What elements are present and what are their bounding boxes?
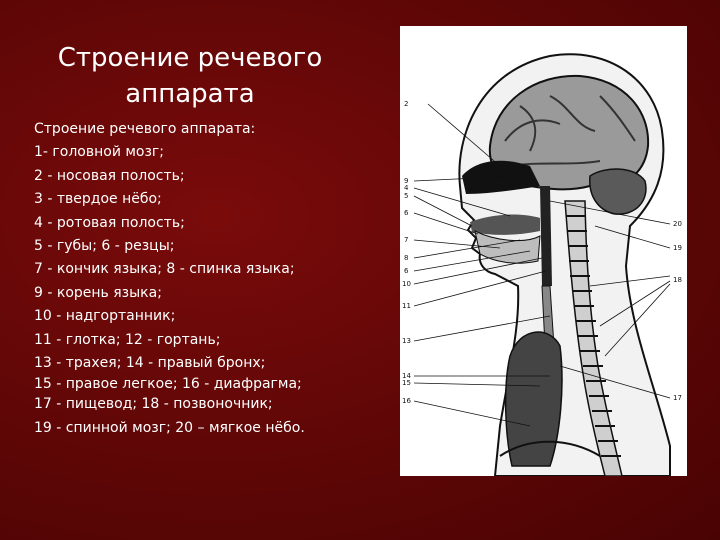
- slide-title: Строение речевого аппарата: [57, 43, 323, 109]
- label-20: 20: [673, 220, 682, 228]
- legend-line: 11 - глотка; 12 - гортань;: [34, 331, 221, 348]
- label-4: 4: [404, 184, 409, 192]
- legend-line: 2 - носовая полость;: [34, 167, 185, 184]
- anatomy-illustration: [400, 26, 687, 476]
- legend-line: 17 - пищевод; 18 - позвоночник;: [34, 396, 273, 413]
- label-7: 7: [404, 236, 409, 244]
- label-19: 19: [673, 244, 682, 252]
- label-18: 18: [673, 276, 682, 284]
- legend-line: Строение речевого аппарата:: [34, 121, 256, 137]
- label-16: 16: [402, 397, 411, 405]
- label-2: 2: [404, 100, 409, 108]
- label-6b: 6: [404, 267, 409, 275]
- legend-line: 4 - ротовая полость;: [34, 214, 185, 231]
- label-5: 5: [404, 192, 409, 200]
- label-8: 8: [404, 254, 409, 262]
- legend-line: 10 - надгортанник;: [34, 308, 176, 325]
- legend-line: 1- головной мозг;: [34, 144, 165, 161]
- anatomy-legend: [34, 118, 404, 440]
- legend-line: 3 - твердое нёбо;: [34, 191, 162, 208]
- label-10: 10: [402, 280, 411, 288]
- label-11: 11: [402, 302, 411, 310]
- label-6: 6: [404, 209, 409, 217]
- legend-line: 19 - спинной мозг; 20 – мягкое нёбо.: [34, 419, 305, 436]
- legend-line: 13 - трахея; 14 - правый бронх;: [34, 355, 266, 372]
- speech-apparatus-diagram: [400, 26, 687, 476]
- label-14: 14: [402, 372, 411, 380]
- legend-line: 9 - корень языка;: [34, 284, 162, 301]
- legend-line: 15 - правое легкое; 16 - диафрагма;: [34, 376, 302, 393]
- legend-line: 7 - кончик языка; 8 - спинка языка;: [34, 261, 295, 278]
- label-15: 15: [402, 379, 411, 387]
- legend-line: 5 - губы; 6 - резцы;: [34, 238, 175, 255]
- label-17: 17: [673, 394, 682, 402]
- label-9: 9: [404, 177, 409, 185]
- label-13: 13: [402, 337, 411, 345]
